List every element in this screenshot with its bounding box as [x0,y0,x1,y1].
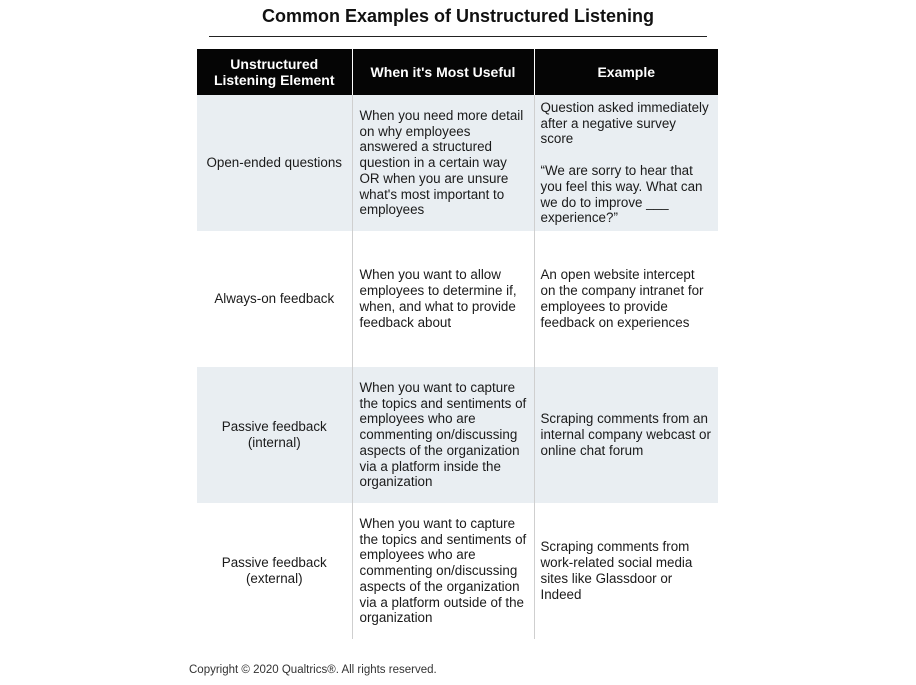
example-text: Question asked immediately after a negative survey score [540,99,709,147]
example-cell [534,231,718,367]
example-cell [534,95,718,231]
useful-cell: When you need more detail on why employees answered a structured question in a certain way OR when you are unsure what's most important to employees [352,95,534,231]
header-most-useful: When it's Most Useful [352,49,534,95]
page-title: Common Examples of Unstructured Listening [261,6,655,26]
example-cell [534,503,718,639]
table-row [197,503,718,639]
example-text: Scraping comments from an internal company webcast or online chat forum [540,411,711,458]
example-text: Scraping comments from work-related social media sites like Glassdoor or Indeed [540,539,693,602]
element-cell: Passive feedback (internal) [197,367,352,503]
table-row [197,231,718,367]
useful-cell: When you want to allow employees to determine if, when, and what to provide feedback about [352,231,534,367]
table-row [197,95,718,231]
element-cell: Always-on feedback [197,231,352,367]
useful-cell: When you want to capture the topics and sentiments of employees who are commenting on/discussing aspects of the organization via a platform outside of the organization [352,503,534,639]
header-example: Example [534,49,718,95]
element-cell: Passive feedback (external) [197,503,352,639]
element-cell: Open-ended questions [197,95,352,231]
header-element: Unstructured Listening Element [197,49,352,95]
example-quote: “We are sorry to hear that you feel this way. What can we do to improve ___ experience?” [540,163,703,226]
copyright-footer: Copyright © 2020 Qualtrics®. All rights reserved. [189,664,437,676]
title-divider [209,36,707,37]
example-cell [534,367,718,503]
table-header-row [197,49,718,95]
useful-cell: When you want to capture the topics and sentiments of employees who are commenting on/discussing aspects of the organization via a platform inside the organization [352,367,534,503]
examples-table [197,49,718,639]
table-row [197,367,718,503]
example-text: An open website intercept on the company intranet for employees to provide feedback on experiences [540,267,704,330]
